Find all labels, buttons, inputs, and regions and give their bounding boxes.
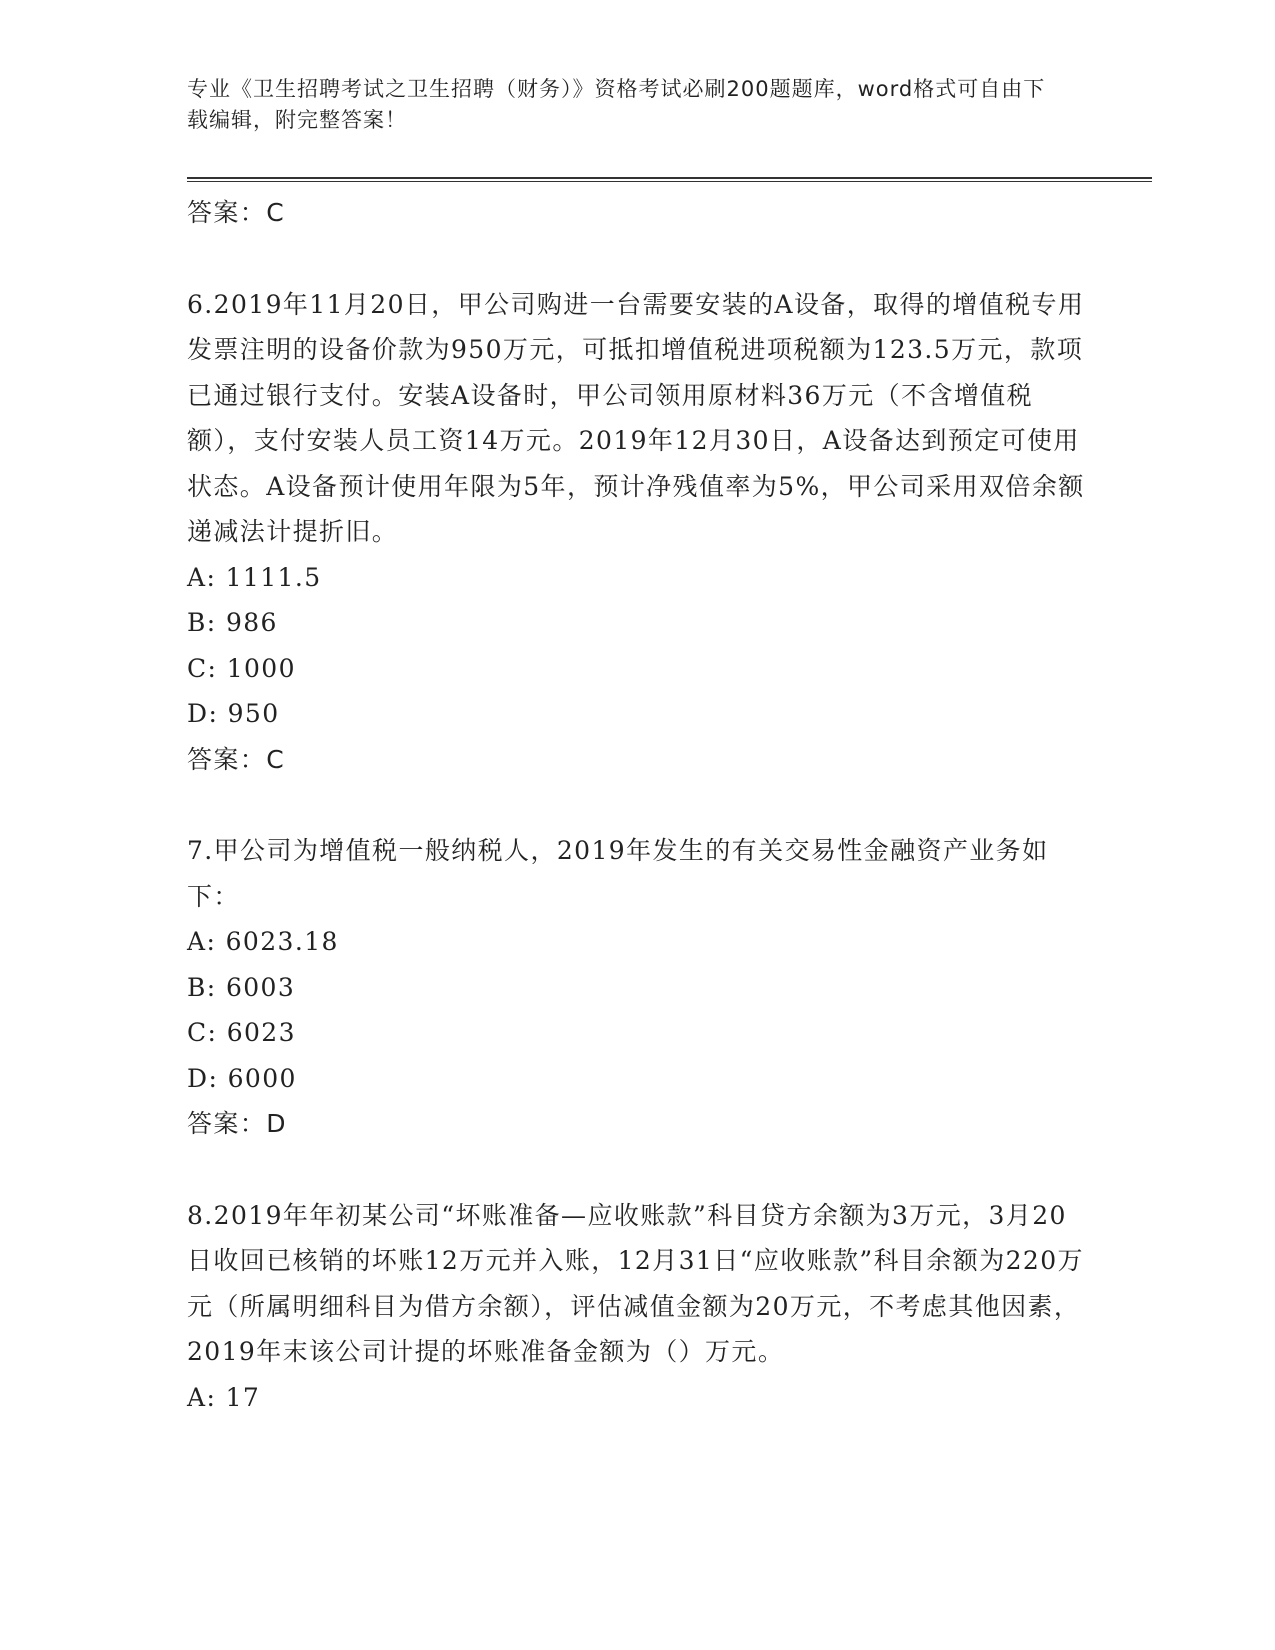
option-a: A: 1111.5 (187, 562, 322, 592)
header-rule (187, 177, 1152, 179)
document-body (187, 190, 1087, 1420)
header-rule-thin (187, 181, 1152, 182)
question-6-text: 6.2019年11月20日，甲公司购进一台需要安装的A设备，取得的增值税专用发票注明的设备价款为950万元，可抵扣增值税进项税额为123.5万元，款项已通过银行支付。安装A设备时，甲公司领用原材料36万元（不含增值税额），支付安装人员工资14万元。2019年12月30日，A设备达到预定可使用状态。A设备预计使用年限为5年，预计净残值率为5%，甲公司采用双倍余额递减法计提折旧。 (187, 289, 1085, 546)
question-8-text: 8.2019年年初某公司“坏账准备—应收账款”科目贷方余额为3万元，3月20日收回已核销的坏账12万元并入账，12月31日“应收账款”科目余额为220万元（所属明细科目为借方余额），评估减值金额为20万元，不考虑其他因素，2019年末该公司计提的坏账准备金额为（）万元。 (187, 1200, 1084, 1366)
question-7-text: 7.甲公司为增值税一般纳税人，2019年发生的有关交易性金融资产业务如下： (187, 836, 1049, 911)
option-a: A: 6023.18 (187, 927, 339, 956)
option-d: D: 6000 (187, 1063, 297, 1093)
answer-line: 答案：C (187, 198, 286, 227)
option-a: A: 17 (187, 1382, 261, 1412)
option-b: B: 6003 (187, 972, 296, 1002)
option-d: D: 950 (187, 699, 280, 728)
document-header: 专业《卫生招聘考试之卫生招聘（财务）》资格考试必刷200题题库，word格式可自由下载编辑，附完整答案！ (187, 77, 1046, 132)
option-c: C: 6023 (187, 1018, 296, 1047)
option-c: C: 1000 (187, 653, 296, 683)
answer-line: 答案：C (187, 744, 286, 774)
answer-line: 答案：D (187, 1109, 287, 1138)
option-b: B: 986 (187, 608, 278, 637)
